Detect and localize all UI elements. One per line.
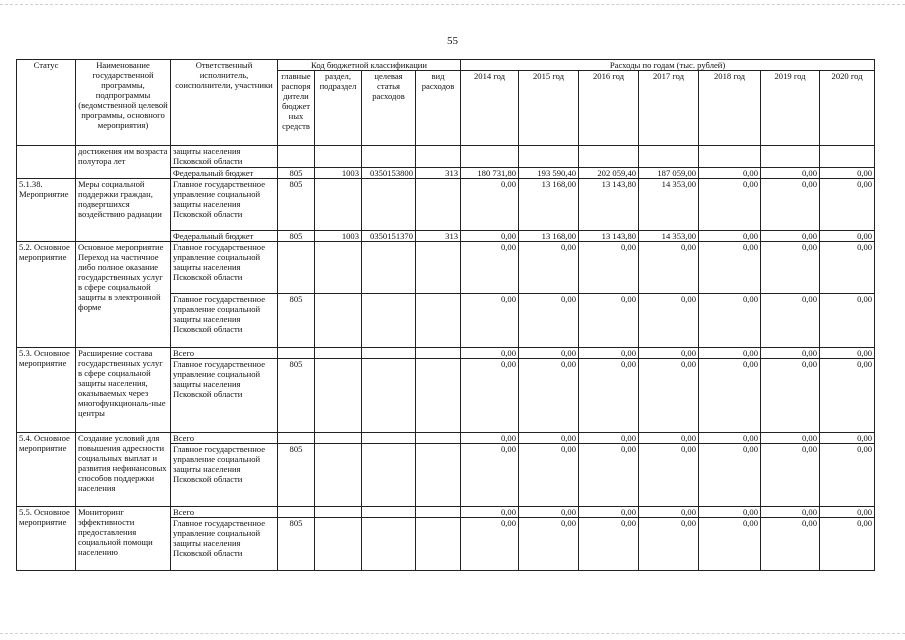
responsible-cell: Всего: [171, 348, 278, 359]
expense-cell: 0,00: [820, 507, 875, 518]
expense-cell: 14 353,00: [639, 231, 699, 242]
expense-cell: 0,00: [820, 231, 875, 242]
expense-cell: [519, 146, 579, 168]
status-cell: 5.2. Основное мероприятие: [17, 242, 76, 348]
budget-table: [16, 59, 875, 571]
header-kbk-rz: раздел, подраздел: [315, 71, 362, 146]
kbk-rz-cell: [315, 348, 362, 359]
expense-cell: 0,00: [639, 242, 699, 294]
expense-cell: [461, 146, 519, 168]
expense-cell: 0,00: [519, 294, 579, 348]
header-year: 2019 год: [761, 71, 820, 146]
kbk-vr-cell: [416, 518, 461, 571]
kbk-cs-cell: 0350153800: [362, 168, 416, 179]
scan-edge-top: [0, 4, 905, 6]
expense-cell: [820, 146, 875, 168]
expense-cell: 0,00: [519, 507, 579, 518]
expense-cell: 0,00: [699, 242, 761, 294]
expense-cell: 0,00: [579, 444, 639, 507]
kbk-rz-cell: [315, 179, 362, 231]
expense-cell: 0,00: [461, 348, 519, 359]
kbk-rz-cell: 1003: [315, 168, 362, 179]
kbk-rz-cell: [315, 444, 362, 507]
expense-cell: 0,00: [699, 348, 761, 359]
header-kbk: Код бюджетной классификации: [278, 60, 461, 71]
expense-cell: 0,00: [579, 507, 639, 518]
kbk-gr-cell: 805: [278, 168, 315, 179]
expense-cell: 0,00: [761, 348, 820, 359]
kbk-gr-cell: 805: [278, 179, 315, 231]
header-kbk-cs: целевая статья расходов: [362, 71, 416, 146]
kbk-cs-cell: [362, 242, 416, 294]
expense-cell: 0,00: [519, 242, 579, 294]
kbk-rz-cell: [315, 146, 362, 168]
expense-cell: 187 059,00: [639, 168, 699, 179]
expense-cell: 0,00: [579, 294, 639, 348]
kbk-gr-cell: 805: [278, 294, 315, 348]
expense-cell: 0,00: [820, 168, 875, 179]
kbk-gr-cell: [278, 348, 315, 359]
kbk-gr-cell: 805: [278, 444, 315, 507]
kbk-rz-cell: [315, 294, 362, 348]
table-row: [17, 507, 875, 518]
expense-cell: 0,00: [639, 359, 699, 433]
header-year: 2016 год: [579, 71, 639, 146]
kbk-vr-cell: [416, 444, 461, 507]
expense-cell: 0,00: [699, 359, 761, 433]
expense-cell: [699, 146, 761, 168]
kbk-cs-cell: [362, 179, 416, 231]
kbk-cs-cell: [362, 444, 416, 507]
kbk-rz-cell: [315, 242, 362, 294]
expense-cell: 0,00: [461, 433, 519, 444]
expense-cell: 0,00: [461, 242, 519, 294]
kbk-vr-cell: [416, 242, 461, 294]
expense-cell: 0,00: [761, 507, 820, 518]
expense-cell: 0,00: [461, 444, 519, 507]
header-kbk-vr: вид расходов: [416, 71, 461, 146]
kbk-cs-cell: [362, 433, 416, 444]
table-row: [17, 242, 875, 294]
expense-cell: 13 143,80: [579, 231, 639, 242]
kbk-cs-cell: [362, 294, 416, 348]
kbk-cs-cell: [362, 518, 416, 571]
expense-cell: 0,00: [820, 242, 875, 294]
responsible-cell: Главное государственное управление социальной защиты населения Псковской области: [171, 179, 278, 231]
expense-cell: 180 731,80: [461, 168, 519, 179]
expense-cell: 0,00: [699, 507, 761, 518]
expense-cell: 202 059,40: [579, 168, 639, 179]
header-year: 2015 год: [519, 71, 579, 146]
page-number: 55: [447, 35, 458, 47]
responsible-cell: Всего: [171, 507, 278, 518]
expense-cell: 0,00: [579, 242, 639, 294]
expense-cell: 0,00: [461, 507, 519, 518]
header-year: 2017 год: [639, 71, 699, 146]
expense-cell: 0,00: [699, 168, 761, 179]
expense-cell: 0,00: [639, 294, 699, 348]
expense-cell: 0,00: [639, 348, 699, 359]
kbk-cs-cell: [362, 146, 416, 168]
header-expenses: Расходы по годам (тыс. рублей): [461, 60, 875, 71]
expense-cell: 0,00: [639, 444, 699, 507]
expense-cell: 0,00: [761, 179, 820, 231]
expense-cell: 0,00: [639, 507, 699, 518]
name-cell: Основное мероприятие Переход на частичное либо полное оказание государственных услуг в сфере социальной защиты в электронной форме: [76, 242, 171, 348]
kbk-vr-cell: 313: [416, 231, 461, 242]
expense-cell: 0,00: [761, 294, 820, 348]
expense-cell: 0,00: [761, 518, 820, 571]
expense-cell: 0,00: [579, 348, 639, 359]
status-cell: [17, 146, 76, 179]
expense-cell: 0,00: [461, 359, 519, 433]
expense-cell: 0,00: [761, 444, 820, 507]
table-row: [17, 179, 875, 231]
header-year: 2020 год: [820, 71, 875, 146]
expense-cell: [579, 146, 639, 168]
scan-edge-bottom: [0, 633, 905, 635]
kbk-gr-cell: 805: [278, 359, 315, 433]
expense-cell: 0,00: [519, 518, 579, 571]
expense-cell: 0,00: [519, 348, 579, 359]
kbk-rz-cell: [315, 507, 362, 518]
kbk-gr-cell: [278, 146, 315, 168]
expense-cell: 0,00: [699, 518, 761, 571]
expense-cell: 13 168,00: [519, 179, 579, 231]
status-cell: 5.1.38. Мероприятие: [17, 179, 76, 242]
expense-cell: 0,00: [820, 518, 875, 571]
expense-cell: 0,00: [761, 433, 820, 444]
kbk-vr-cell: [416, 507, 461, 518]
kbk-gr-cell: [278, 433, 315, 444]
status-cell: 5.4. Основное мероприятие: [17, 433, 76, 507]
header-year: 2014 год: [461, 71, 519, 146]
expense-cell: 0,00: [519, 444, 579, 507]
expense-cell: 0,00: [820, 444, 875, 507]
responsible-cell: Главное государственное управление социальной защиты населения Псковской области: [171, 294, 278, 348]
expense-cell: 0,00: [820, 179, 875, 231]
expense-cell: 0,00: [639, 518, 699, 571]
expense-cell: [761, 146, 820, 168]
kbk-cs-cell: [362, 359, 416, 433]
responsible-cell: защиты населения Псковской области: [171, 146, 278, 168]
expense-cell: 0,00: [699, 444, 761, 507]
expense-cell: 0,00: [519, 433, 579, 444]
responsible-cell: Федеральный бюджет: [171, 168, 278, 179]
responsible-cell: Главное государственное управление социальной защиты населения Псковской области: [171, 444, 278, 507]
header-year: 2018 год: [699, 71, 761, 146]
expense-cell: 0,00: [761, 231, 820, 242]
expense-cell: 193 590,40: [519, 168, 579, 179]
expense-cell: 0,00: [461, 179, 519, 231]
expense-cell: 0,00: [761, 242, 820, 294]
status-cell: 5.3. Основное мероприятие: [17, 348, 76, 433]
responsible-cell: Главное государственное управление социальной защиты населения Псковской области: [171, 518, 278, 571]
kbk-gr-cell: 805: [278, 518, 315, 571]
name-cell: Создание условий для повышения адресности социальных выплат и развития нефинансовых способов поддержки населения: [76, 433, 171, 507]
name-cell: Меры социальной поддержки граждан, подвергшихся воздействию радиации: [76, 179, 171, 242]
name-cell: достижения им возраста полутора лет: [76, 146, 171, 179]
expense-cell: 0,00: [461, 294, 519, 348]
kbk-cs-cell: [362, 348, 416, 359]
kbk-gr-cell: 805: [278, 231, 315, 242]
header-status: Статус: [17, 60, 76, 146]
expense-cell: 0,00: [639, 433, 699, 444]
expense-cell: 0,00: [461, 231, 519, 242]
expense-cell: 13 168,00: [519, 231, 579, 242]
header-kbk-gr: главные распоря дители бюджет ных средств: [278, 71, 315, 146]
table-row: [17, 348, 875, 359]
expense-cell: 0,00: [461, 518, 519, 571]
kbk-cs-cell: [362, 507, 416, 518]
expense-cell: 0,00: [820, 294, 875, 348]
kbk-vr-cell: [416, 348, 461, 359]
expense-cell: 13 143,80: [579, 179, 639, 231]
kbk-gr-cell: [278, 242, 315, 294]
responsible-cell: Всего: [171, 433, 278, 444]
kbk-vr-cell: [416, 294, 461, 348]
table-row: [17, 146, 875, 168]
expense-cell: 0,00: [699, 294, 761, 348]
kbk-rz-cell: [315, 433, 362, 444]
expense-cell: 0,00: [699, 231, 761, 242]
responsible-cell: Главное государственное управление социальной защиты населения Псковской области: [171, 359, 278, 433]
expense-cell: 0,00: [820, 359, 875, 433]
kbk-rz-cell: 1003: [315, 231, 362, 242]
expense-cell: 0,00: [699, 433, 761, 444]
table-row: [17, 433, 875, 444]
name-cell: Мониторинг эффективности предоставления социальной помощи населению: [76, 507, 171, 571]
table-body: [17, 146, 875, 571]
expense-cell: [639, 146, 699, 168]
expense-cell: 0,00: [699, 179, 761, 231]
kbk-vr-cell: 313: [416, 168, 461, 179]
expense-cell: 0,00: [579, 359, 639, 433]
kbk-gr-cell: [278, 507, 315, 518]
kbk-cs-cell: 0350151370: [362, 231, 416, 242]
expense-cell: 14 353,00: [639, 179, 699, 231]
kbk-rz-cell: [315, 359, 362, 433]
responsible-cell: Федеральный бюджет: [171, 231, 278, 242]
kbk-vr-cell: [416, 359, 461, 433]
kbk-vr-cell: [416, 179, 461, 231]
kbk-vr-cell: [416, 146, 461, 168]
expense-cell: 0,00: [761, 359, 820, 433]
expense-cell: 0,00: [579, 433, 639, 444]
header-responsible: Ответственный исполнитель, соисполнители, участники: [171, 60, 278, 146]
expense-cell: 0,00: [519, 359, 579, 433]
responsible-cell: Главное государственное управление социальной защиты населения Псковской области: [171, 242, 278, 294]
header-name: Наименование государственной программы, подпрограммы (ведомственной целевой программы, основного мероприятия): [76, 60, 171, 146]
status-cell: 5.5. Основное мероприятие: [17, 507, 76, 571]
expense-cell: 0,00: [761, 168, 820, 179]
expense-cell: 0,00: [579, 518, 639, 571]
expense-cell: 0,00: [820, 433, 875, 444]
expense-cell: 0,00: [820, 348, 875, 359]
kbk-rz-cell: [315, 518, 362, 571]
kbk-vr-cell: [416, 433, 461, 444]
name-cell: Расширение состава государственных услуг в сфере социальной защиты населения, оказываемых через многофункциональ-ные центры: [76, 348, 171, 433]
